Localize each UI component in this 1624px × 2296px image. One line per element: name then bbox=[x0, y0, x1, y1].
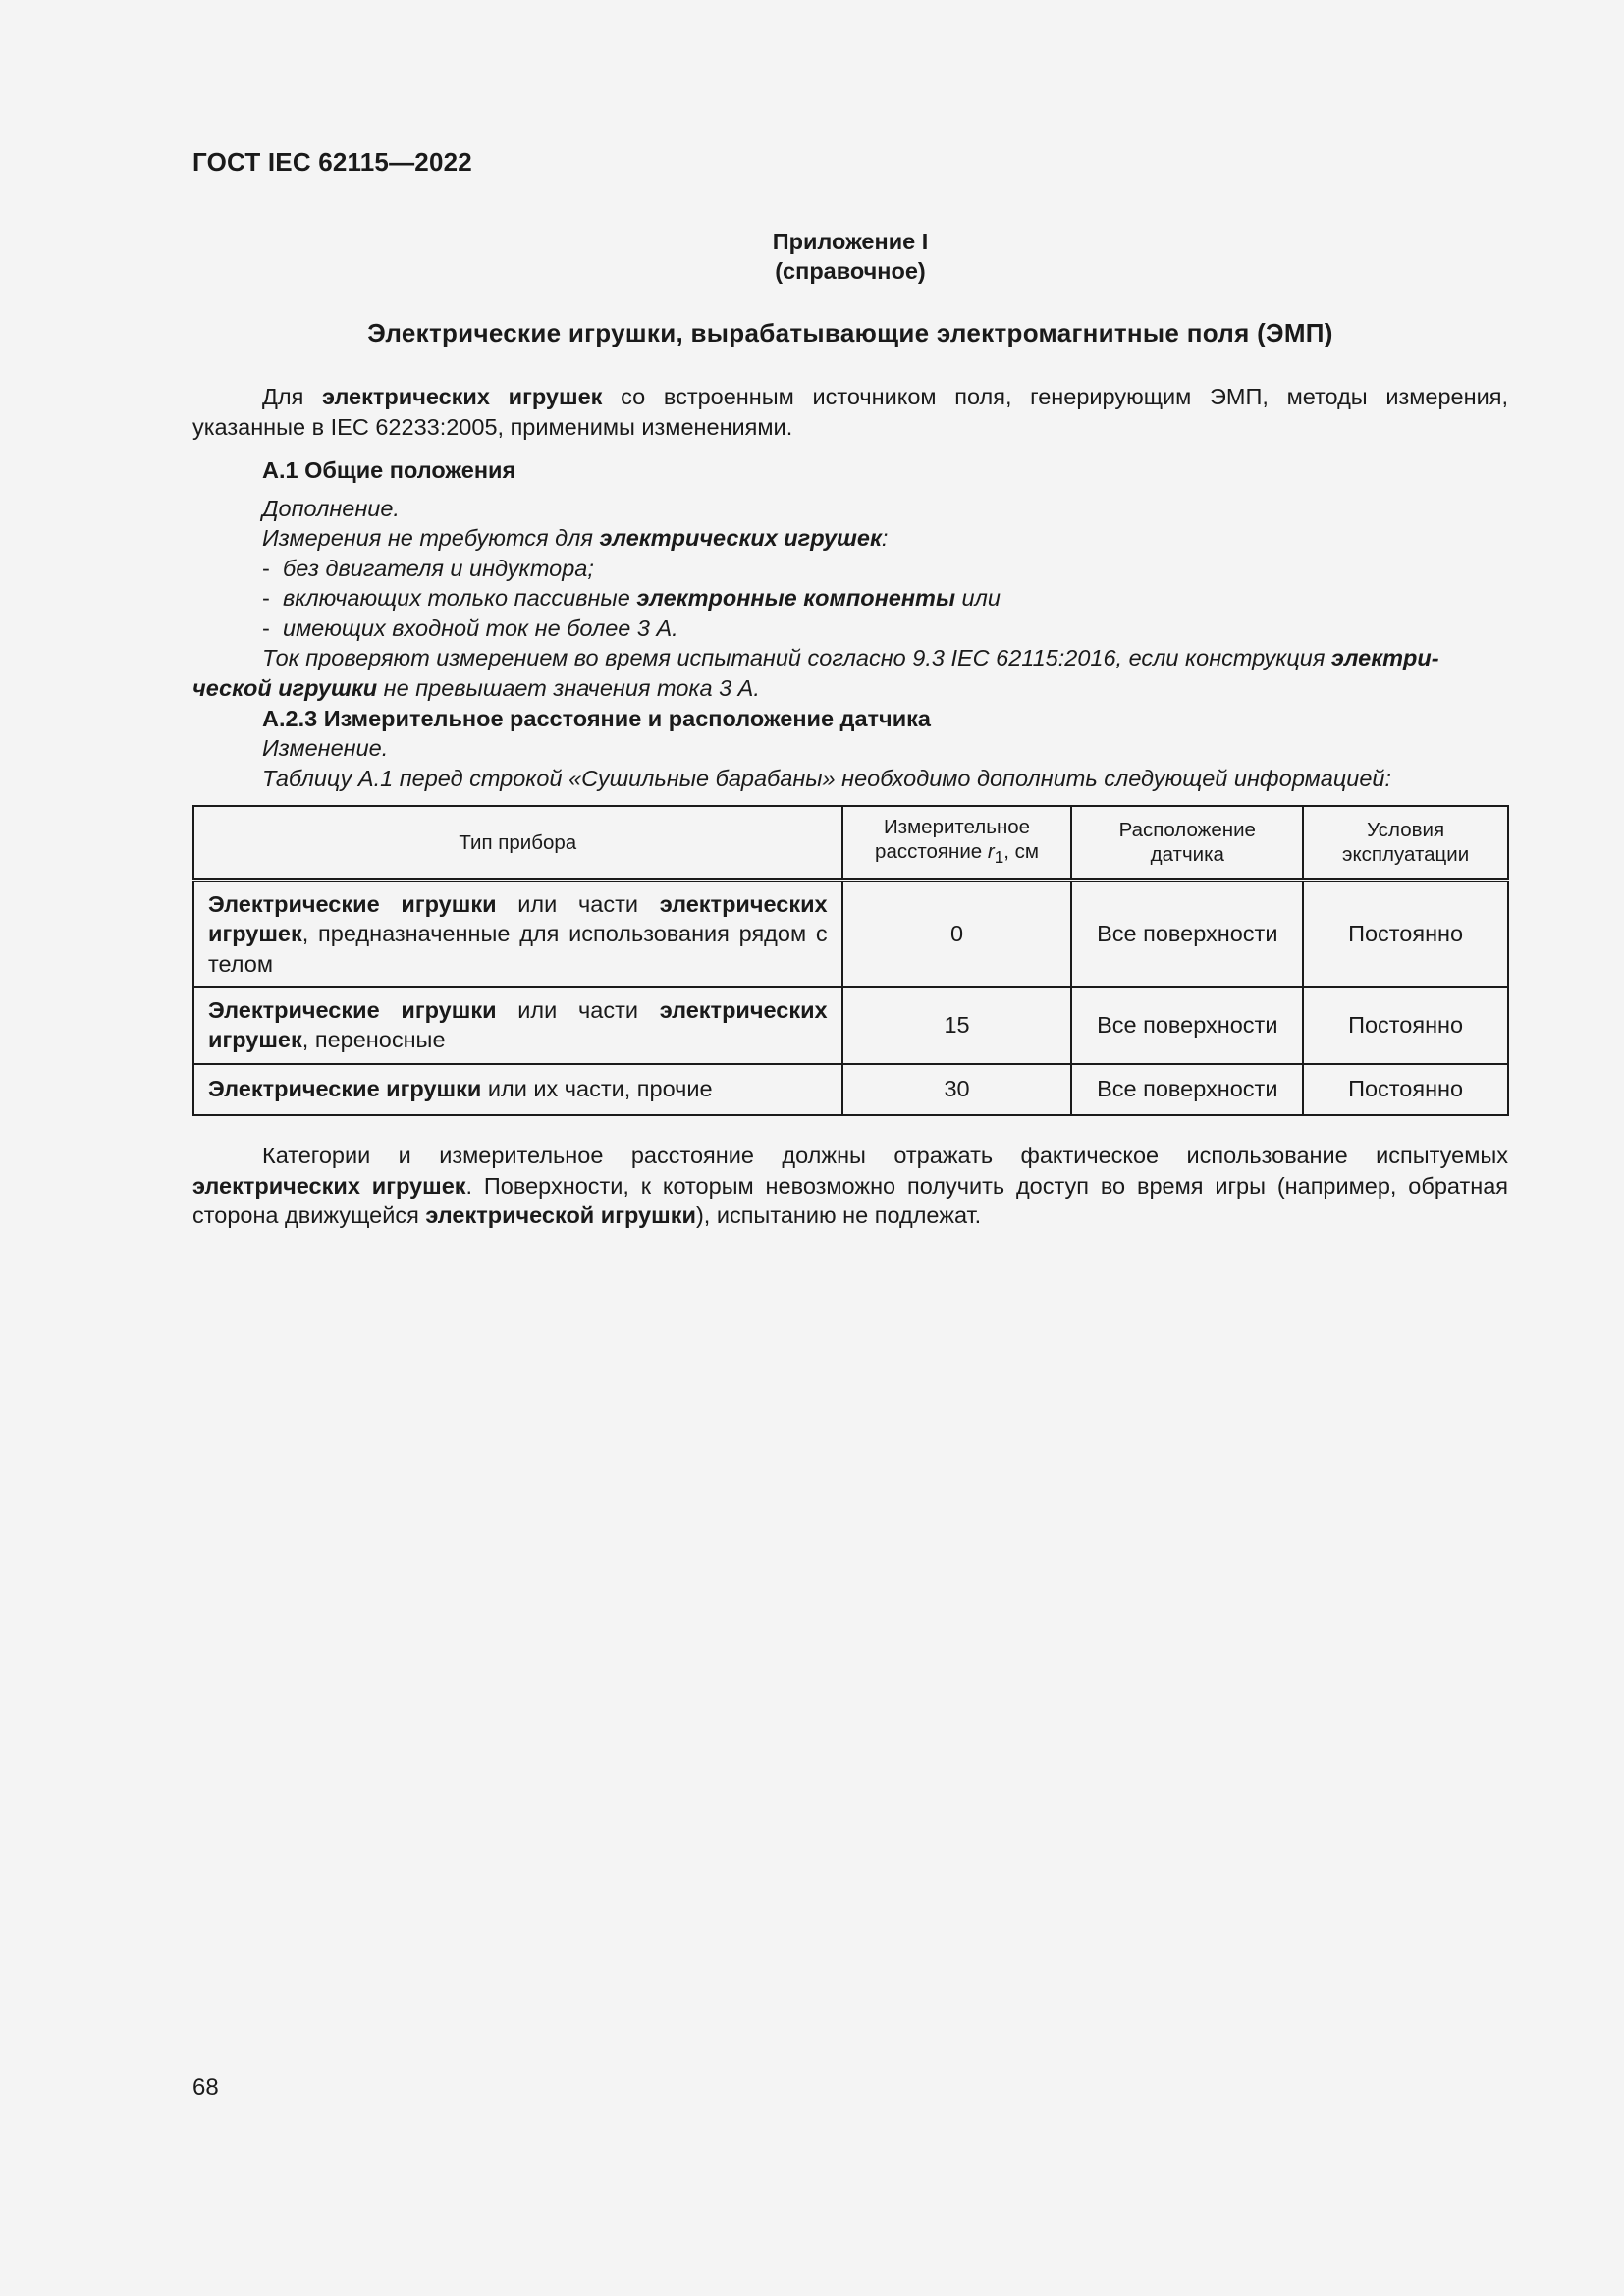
standard-designation: ГОСТ IEC 62115—2022 bbox=[192, 147, 472, 177]
list-dash: - bbox=[262, 585, 270, 611]
intro-term: электрических игрушек bbox=[322, 384, 603, 409]
header-distance-line1: Измерительное bbox=[883, 815, 1031, 838]
list-dash: - bbox=[262, 615, 270, 641]
exemption-text: Измерения не требуются для bbox=[262, 525, 600, 551]
exemption-term: электрических игрушек bbox=[599, 525, 882, 551]
conditions-cell: Постоянно bbox=[1303, 987, 1508, 1064]
current-check-term-end: ческой игрушки bbox=[192, 675, 378, 701]
header-sensor-line2: датчика bbox=[1150, 843, 1224, 866]
device-text-rest: , переносные bbox=[301, 1027, 446, 1052]
closing-paragraph bbox=[192, 1141, 1508, 1231]
distance-subscript: 1 bbox=[994, 848, 1004, 868]
device-text: или части bbox=[496, 890, 660, 917]
list-item bbox=[262, 554, 594, 584]
conditions-cell: Постоянно bbox=[1303, 1064, 1508, 1115]
table-row bbox=[193, 881, 1508, 987]
addition-label: Дополнение. bbox=[262, 496, 400, 521]
device-type-cell bbox=[193, 881, 842, 987]
table-intro: Таблицу А.1 перед строкой «Сушильные барабаны» необходимо дополнить следующей информацией: bbox=[262, 766, 1391, 791]
annex-title: Электрические игрушки, вырабатывающие электромагнитные поля (ЭМП) bbox=[367, 318, 1333, 347]
table-row bbox=[193, 987, 1508, 1064]
header-conditions-line2: эксплуатации bbox=[1342, 843, 1470, 866]
distance-label: расстояние bbox=[875, 839, 988, 863]
header-distance-line2 bbox=[849, 839, 1065, 870]
annex-label: Приложение I bbox=[772, 229, 929, 254]
intro-text-rest: со встроенным источником поля, генерирующим ЭМП, методы измерения, указанные в IEC 62233:2005, применимы изменениями. bbox=[192, 384, 1508, 440]
current-check-term: электри- bbox=[1330, 645, 1439, 670]
section-a1-heading: А.1 Общие положения bbox=[262, 457, 516, 483]
current-check-text-end: не превышает значения тока 3 А. bbox=[377, 675, 760, 701]
header-distance bbox=[842, 806, 1072, 881]
device-term: Электрические игрушки bbox=[208, 996, 497, 1023]
distance-cell: 15 bbox=[842, 987, 1072, 1064]
device-type-cell bbox=[193, 987, 842, 1064]
device-term-2: электрических игрушек bbox=[208, 996, 828, 1052]
header-sensor-line1: Расположение bbox=[1118, 819, 1256, 841]
table-header-row bbox=[193, 806, 1508, 881]
section-a23-heading: А.2.3 Измерительное расстояние и расположение датчика bbox=[262, 706, 931, 731]
list-item-term: электронные компоненты bbox=[636, 585, 956, 611]
exemption-colon: : bbox=[881, 525, 889, 551]
closing-term-2: электрической игрушки bbox=[425, 1202, 696, 1228]
current-check-text: Ток проверяют измерением во время испытаний согласно 9.3 IEC 62115:2016, если конструкция bbox=[262, 645, 1331, 670]
measurement-exemption-line bbox=[262, 523, 888, 554]
list-item-text-end: или bbox=[955, 585, 1001, 611]
current-check-line bbox=[262, 643, 1439, 673]
device-text: или их части, прочие bbox=[481, 1076, 713, 1102]
list-item bbox=[262, 583, 1001, 614]
list-item-text: имеющих входной ток не более 3 А. bbox=[283, 615, 678, 641]
header-device-type: Тип прибора bbox=[193, 806, 842, 881]
closing-text-2: . Поверхности, к которым невозможно получить доступ во время игры (например, обратная сторона движущейся bbox=[192, 1172, 1508, 1228]
sensor-cell: Все поверхности bbox=[1071, 1064, 1303, 1115]
list-item bbox=[262, 614, 678, 644]
header-sensor-location bbox=[1071, 806, 1303, 881]
list-item-text: без двигателя и индуктора; bbox=[283, 556, 594, 581]
emf-table bbox=[192, 805, 1509, 1116]
annex-heading bbox=[192, 227, 1508, 286]
header-conditions-line1: Условия bbox=[1367, 819, 1445, 841]
list-dash: - bbox=[262, 556, 270, 581]
header-operating-conditions bbox=[1303, 806, 1508, 881]
device-term-2: электрических игрушек bbox=[208, 890, 828, 946]
device-term: Электрические игрушки bbox=[208, 1076, 482, 1102]
annex-status: (справочное) bbox=[775, 258, 926, 284]
device-term: Электрические игрушки bbox=[208, 890, 497, 917]
distance-unit: , см bbox=[1003, 839, 1039, 863]
closing-text: Категории и измерительное расстояние должны отражать фактическое использование испытуемых bbox=[262, 1143, 1508, 1168]
intro-paragraph bbox=[192, 382, 1508, 442]
sensor-cell: Все поверхности bbox=[1071, 881, 1303, 987]
change-label: Изменение. bbox=[262, 735, 389, 761]
device-text-rest: , предназначенные для использования рядом с телом bbox=[208, 921, 828, 977]
distance-symbol: r bbox=[987, 839, 995, 863]
device-text: или части bbox=[496, 996, 660, 1023]
distance-cell: 0 bbox=[842, 881, 1072, 987]
page-number: 68 bbox=[192, 2074, 219, 2101]
closing-text-3: ), испытанию не подлежат. bbox=[695, 1202, 982, 1228]
distance-cell: 30 bbox=[842, 1064, 1072, 1115]
table-row bbox=[193, 1064, 1508, 1115]
sensor-cell: Все поверхности bbox=[1071, 987, 1303, 1064]
intro-text: Для bbox=[262, 384, 323, 409]
list-item-text: включающих только пассивные bbox=[283, 585, 637, 611]
current-check-line-2 bbox=[192, 673, 760, 704]
conditions-cell: Постоянно bbox=[1303, 881, 1508, 987]
closing-term: электрических игрушек bbox=[192, 1172, 466, 1199]
device-type-cell bbox=[193, 1064, 842, 1115]
